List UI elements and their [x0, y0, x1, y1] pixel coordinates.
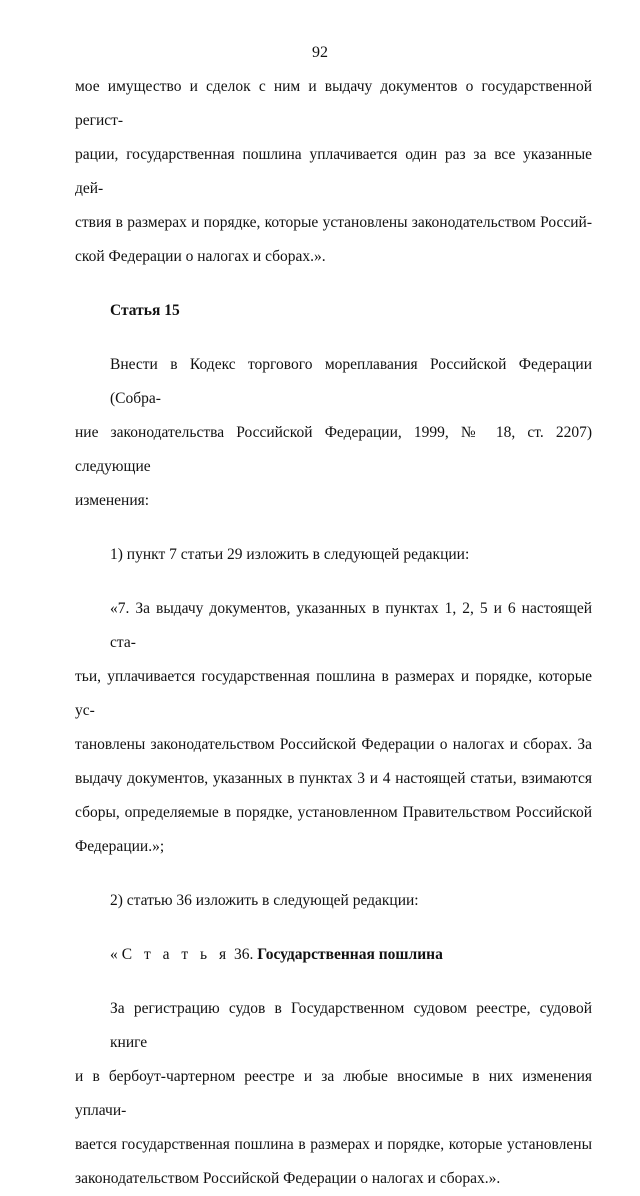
article-heading-block	[75, 294, 592, 328]
text-line: 2) статью 36 изложить в следующей редакции:	[110, 892, 419, 909]
text-line: рации, государственная пошлина уплачивается один раз за все указанные дей-	[75, 146, 592, 197]
text-line: тановлены законодательством Российской Федерации о налогах и сборах. За	[75, 736, 592, 753]
text-line: выдачу документов, указанных в пунктах 3 и 4 настоящей статьи, взимаются	[75, 770, 592, 787]
article-36-heading-block	[75, 938, 592, 972]
paragraph-article-36-body	[75, 992, 592, 1196]
text-line: Федерации.»;	[75, 838, 165, 855]
paragraph-continuation	[75, 70, 592, 274]
text-line: 1) пункт 7 статьи 29 изложить в следующей редакции:	[110, 546, 470, 563]
text-line: вается государственная пошлина в размерах и порядке, которые установлены	[75, 1136, 592, 1153]
text-line: «7. За выдачу документов, указанных в пунктах 1, 2, 5 и 6 настоящей ста-	[110, 600, 592, 651]
page-number: 92	[312, 44, 328, 61]
article-36-heading	[75, 938, 592, 972]
text-line: изменения:	[75, 492, 150, 509]
text-line: ствия в размерах и порядке, которые установлены законодательством Россий-	[75, 214, 592, 231]
heading-number: 36.	[230, 946, 258, 963]
paragraph-quoted-item-7	[75, 592, 592, 864]
text-line: и в бербоут-чартерном реестре и за любые вносимые в них изменения уплачи-	[75, 1068, 592, 1119]
text-line: ской Федерации о налогах и сборах.».	[75, 248, 326, 265]
heading-prefix: «С т а т ь я	[110, 946, 231, 963]
paragraph-item-2	[75, 884, 592, 918]
text-line: сборы, определяемые в порядке, установленном Правительством Российской	[75, 804, 592, 821]
paragraph-amendment-intro	[75, 348, 592, 518]
heading-title: Государственная пошлина	[257, 946, 443, 963]
text-line: ние законодательства Российской Федерации, 1999, № 18, ст. 2207) следующие	[75, 424, 592, 475]
paragraph-item-1	[75, 538, 592, 572]
text-line: тьи, уплачивается государственная пошлина в размерах и порядке, которые ус-	[75, 668, 592, 719]
document-body	[75, 70, 592, 1196]
text-line: законодательством Российской Федерации о налогах и сборах.».	[75, 1170, 501, 1187]
article-heading: Статья 15	[110, 302, 180, 319]
text-line: мое имущество и сделок с ним и выдачу документов о государственной регист-	[75, 78, 592, 129]
text-line: За регистрацию судов в Государственном судовом реестре, судовой книге	[110, 1000, 592, 1051]
text-line: Внести в Кодекс торгового мореплавания Российской Федерации (Собра-	[110, 356, 592, 407]
